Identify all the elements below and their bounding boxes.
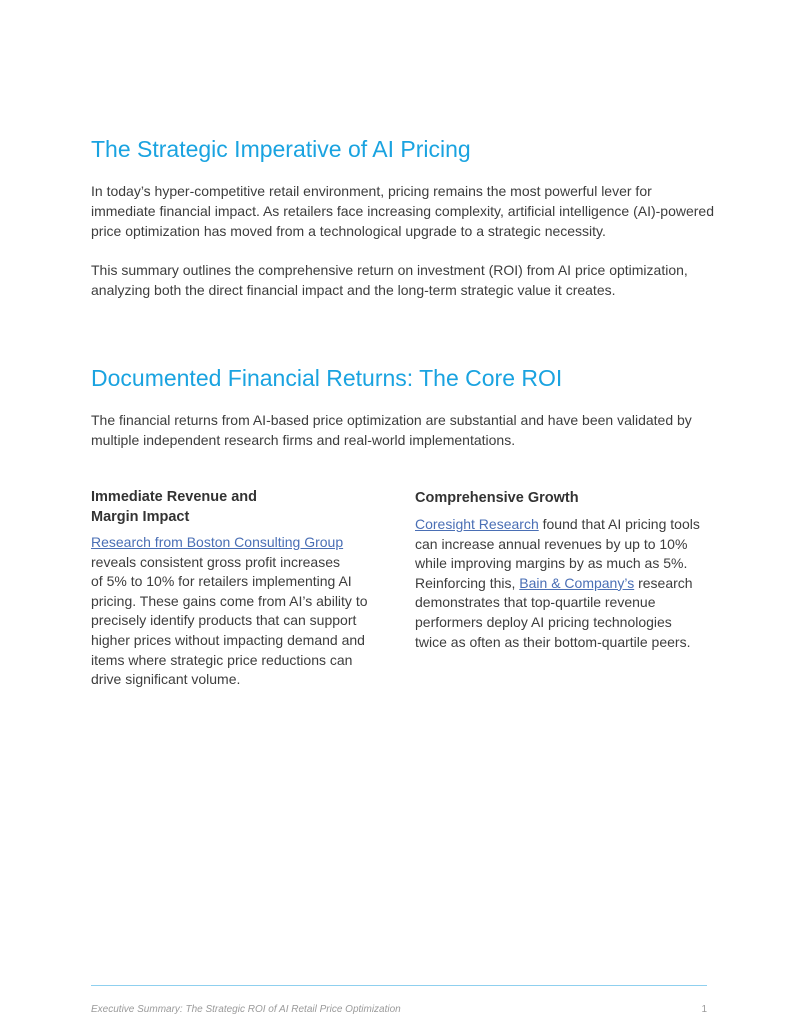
financial-returns-intro: The financial returns from AI-based price optimization are substantial and have been validated by multiple independent research firms and real-world implementations. <box>91 412 692 448</box>
intro-paragraph-2: This summary outlines the comprehensive return on investment (ROI) from AI price optimization, analyzing both the direct financial impact and the long-term strategic value it creates. <box>91 262 688 298</box>
right-column-body <box>415 515 705 652</box>
section-heading-strategic-imperative: The Strategic Imperative of AI Pricing <box>91 136 471 162</box>
left-column-body <box>91 533 383 690</box>
coresight-research-link[interactable]: Coresight Research <box>415 516 539 532</box>
section-heading-financial-returns: Documented Financial Returns: The Core ROI <box>91 365 563 391</box>
footer-divider <box>91 985 707 986</box>
left-column-heading <box>91 487 381 527</box>
bain-company-link[interactable]: Bain & Company’s <box>519 574 635 591</box>
bcg-research-link[interactable]: Research from Boston Consulting Group <box>91 534 344 550</box>
intro-paragraph-1: In today’s hyper-competitive retail environment, pricing remains the most powerful lever for immediate financial impact. As retailers face increasing complexity, artificial intelligence (AI)-powered price optimization has moved from a technological upgrade to a strategic necessity. <box>91 183 714 239</box>
left-column-body-line1: reveals consistent gross profit increases <box>91 553 340 570</box>
right-column-text-2: research demonstrates that top-quartile revenue performers deploy AI pricing technologies twice as often as their bottom-quartile peers. <box>415 574 693 650</box>
right-column-text-1: found that AI pricing tools can increase annual revenues by up to 10% while improving margins by as much as 5%. Reinforcing this, <box>415 516 700 591</box>
footer-document-title: Executive Summary: The Strategic ROI of AI Retail Price Optimization <box>91 1004 401 1015</box>
left-column-heading-line2: Margin Impact <box>91 509 190 525</box>
page-number: 1 <box>701 1004 707 1015</box>
left-column-heading-line1: Immediate Revenue and <box>91 489 257 505</box>
right-column-heading: Comprehensive Growth <box>415 490 579 506</box>
left-column-body-rest: of 5% to 10% for retailers implementing AI pricing. These gains come from AI’s ability to precisely identify products that can support higher prices without impacting demand and items where strategic price reductions can drive significant volume. <box>91 573 368 688</box>
